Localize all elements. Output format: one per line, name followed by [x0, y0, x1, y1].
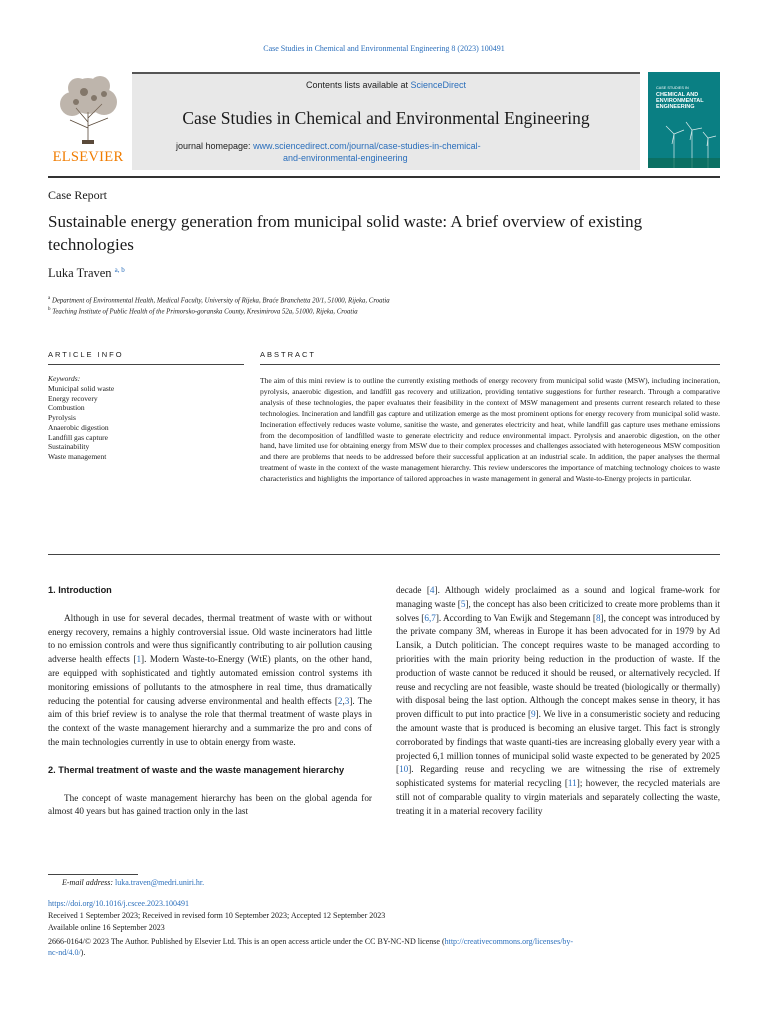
citation-link[interactable]: 10 — [399, 764, 409, 775]
keyword-item: Municipal solid waste — [48, 384, 115, 393]
citation-link[interactable]: 3 — [344, 695, 350, 706]
text-run: Although in use for several decades, thermal treatment of waste with or without energy recovery, remains a highly controversial issue. Old waste incinerators had little to no emission controls and were thus significantly contributing to air pollution causing adverse health effects [ — [48, 612, 372, 665]
article-title: Sustainable energy generation from municipal solid waste: A brief overview of existing technologies — [48, 212, 643, 254]
affiliation-text: Department of Environmental Health, Medical Faculty, University of Rijeka, Braće Branchetta 20/1, 51000, Rijeka, Croatia — [51, 297, 390, 305]
affiliation-text: Teaching Institute of Public Health of the Primorsko-goranska County, Kresimirova 52a, 51000, Rijeka, Croatia — [52, 308, 358, 316]
keyword-item: Energy recovery — [48, 393, 98, 403]
keyword-item: Combustion — [48, 403, 85, 413]
journal-title-band — [132, 72, 640, 170]
keywords-list — [48, 384, 114, 462]
author-name[interactable]: Luka Traven — [48, 266, 112, 281]
author-line — [48, 266, 125, 281]
section-1-heading: 1. Introduction — [48, 585, 112, 595]
text-run: decade [ — [396, 585, 430, 595]
running-head[interactable]: Case Studies in Chemical and Environmental Engineering 8 (2023) 100491 — [263, 44, 505, 53]
keyword-item: Pyrolysis — [48, 413, 76, 423]
abstract-heading: ABSTRACT — [260, 350, 317, 359]
license-link-cont[interactable]: nc-nd/4.0/ — [48, 948, 81, 957]
license-text: 2666-0164/© 2023 The Author. Published by Elsevier Ltd. This is an open access article under the CC BY-NC-ND license ( — [48, 937, 445, 946]
text-run: , — [342, 695, 345, 706]
text-run: ]. Regarding reuse and recycling we are witnessing the rise of extremely sophisticated systems for material recycling [ — [396, 764, 720, 789]
homepage-label: journal homepage: — [176, 141, 254, 151]
cover-top-text: CASE STUDIES IN — [656, 86, 689, 90]
homepage-link[interactable]: www.sciencedirect.com/journal/case-studies-in-chemical- — [253, 141, 481, 151]
footnote-rule — [48, 874, 138, 875]
citation-link[interactable]: 8 — [595, 612, 601, 623]
author-affil-marks[interactable]: a, b — [114, 266, 125, 274]
doi-url[interactable]: https://doi.org/10.1016/j.cscee.2023.100491 — [48, 899, 189, 908]
abstract-rule — [260, 364, 720, 365]
citation-link[interactable]: 11 — [567, 778, 577, 789]
abstract-body: The aim of this mini review is to outline the currently existing methods of energy recovery from municipal solid waste (MSW), including incineration, pyrolysis, anaerobic digestion, and landfill gas recovery and utilization, providing tentative suggestions for further research. Through a comparative analysis of these technologies, the paper evaluates their feasibility in the context of MSW management and presents current research related to these technologies. Incineration and landfill gas capture and utilization emerge as the most prominent options for energy recovery from municipal solid waste. Incineration effectively reduces waste volume, sanitise the waste, and generates electricity and heat, while landfill gas capture uses methane emissions from the decomposition of landfilled waste to generate electricity and reduce environmental impact. Pyrolysis and anaerobic digestion, on the other hand, have limited use for obtaining energy from MSW due to their complex processes and challenges associated with heterogeneous MSW composition and there are problems that needs to be addressed before their successful application at an industrial scale. In addition, the paper analyses the thermal treatment of waste in the context of the waste management hierarchy. This review underscores the importance of matching technology choices to waste characteristics and highlights the importance of tailored approaches in waste management in general and Waste-to-Energy projects in particular. — [260, 376, 720, 484]
article-type: Case Report — [48, 188, 107, 202]
citation-link[interactable]: 5 — [460, 598, 466, 609]
email-label: E-mail address: — [62, 878, 114, 887]
text-run: ], the concept has also been criticized to create more problems than it solves [ — [396, 598, 720, 623]
masthead-rule — [48, 176, 720, 178]
license-statement — [48, 936, 720, 958]
elsevier-logo[interactable] — [48, 72, 128, 168]
section-1-paragraph — [48, 612, 372, 750]
affiliation-a — [48, 296, 390, 304]
cover-title: CHEMICAL AND ENVIRONMENTAL ENGINEERING — [656, 92, 704, 110]
journal-cover[interactable] — [648, 72, 720, 168]
right-column-paragraph — [396, 584, 720, 819]
text-run: ], the concept was introduced by the private company 3M, whereas in Europe it has been advocated for in 1979 by Ad Lansik, a Dutch politician. The concept requires waste to be managed according to priorities with the main priority being reduction in the production of waste. If the production of waste cannot be reduced it should be reused, or alternatively recycled. If reuse and recycling are not feasible, waste should be treated (biologically or thermally) with disposal being the last option. Although the concept makes sense in theory, it has proven difficult to put into practice [ — [396, 612, 720, 720]
keyword-item: Sustainability — [48, 442, 90, 452]
body-right-column — [396, 584, 720, 819]
email-link[interactable]: luka.traven@medri.uniri.hr. — [115, 878, 205, 887]
sciencedirect-link[interactable]: ScienceDirect — [410, 80, 467, 90]
elsevier-wordmark: ELSEVIER — [52, 149, 124, 165]
article-info-heading: ARTICLE INFO — [48, 350, 124, 359]
affiliation-mark: b — [48, 307, 51, 312]
text-run: ]. Modern Waste-to-Energy (WtE) plants, on the other hand, are equipped with sophisticated and tightly automated emission control systems ith monitoring emissions of pollutants to the atmosphere in real time, thus dramatically reducing the potential for causing adverse environmental and health effects [ — [48, 654, 372, 706]
keyword-item: Anaerobic digestion — [48, 422, 109, 432]
license-link[interactable]: http://creativecommons.org/licenses/by- — [444, 937, 574, 946]
citation-link[interactable]: 9 — [531, 709, 536, 720]
text-run: ]. The aim of this brief review is to analyse the role that thermal treatment of waste plays in the context of the waste management hierarchy and a summarize the pro and cons of the main technologies currently in use to obtain energy from waste. — [48, 695, 372, 747]
keyword-item: Landfill gas capture — [48, 432, 108, 442]
citation-link[interactable]: 2 — [337, 695, 343, 706]
affiliation-b — [48, 307, 358, 315]
section-2-heading: 2. Thermal treatment of waste and the waste management hierarchy — [48, 764, 345, 775]
text-run: ]. Although widely proclaimed as a sound and logical frame-work for managing waste [ — [396, 585, 720, 609]
article-info-rule — [48, 364, 244, 365]
journal-homepage — [176, 140, 636, 164]
text-run: ]; however, the recycled materials are still not of comparable quality to virgin materials and separately collecting the waste, treating it in a material recovery facility — [396, 778, 720, 816]
license-suffix: ). — [80, 948, 86, 957]
body-left-column — [48, 584, 372, 819]
contents-prefix: Contents lists available at — [305, 80, 411, 90]
affiliation-mark: a — [48, 296, 51, 301]
journal-title: Case Studies in Chemical and Environmental Engineering — [182, 108, 590, 128]
abstract-bottom-rule — [48, 554, 720, 555]
section-2-paragraph: The concept of waste management hierarchy has been on the global agenda for almost 40 years but has gained traction only in the last — [48, 792, 372, 817]
text-run: ]. We live in a consumeristic society and reducing the amount waste that is produced is becoming an elusive target. This fact is strongly corroborated by findings that waste quanti-ties are increasing globally every year with a projected 6,1 million tonnes of municipal solid waste expected to be generated by 2025 [ — [396, 709, 720, 775]
citation-link[interactable]: 6,7 — [424, 612, 436, 623]
corresponding-email — [62, 878, 204, 887]
citation-link[interactable]: 1 — [136, 654, 142, 665]
wind-turbine-icon — [648, 72, 720, 168]
citation-link[interactable]: 4 — [429, 585, 435, 595]
available-online: Available online 16 September 2023 — [48, 923, 165, 932]
journal-masthead — [48, 72, 720, 168]
received-dates: Received 1 September 2023; Received in revised form 10 September 2023; Accepted 12 September 2023 — [48, 911, 386, 920]
keyword-item: Waste management — [48, 451, 107, 461]
contents-line — [132, 80, 640, 90]
tree-logo-icon — [48, 72, 128, 146]
doi-link — [48, 898, 720, 909]
keywords-label: Keywords: — [48, 374, 81, 383]
homepage-link-cont[interactable]: and-environmental-engineering — [283, 153, 408, 163]
text-run: ]. According to Van Ewijk and Stegemann [ — [435, 612, 596, 623]
